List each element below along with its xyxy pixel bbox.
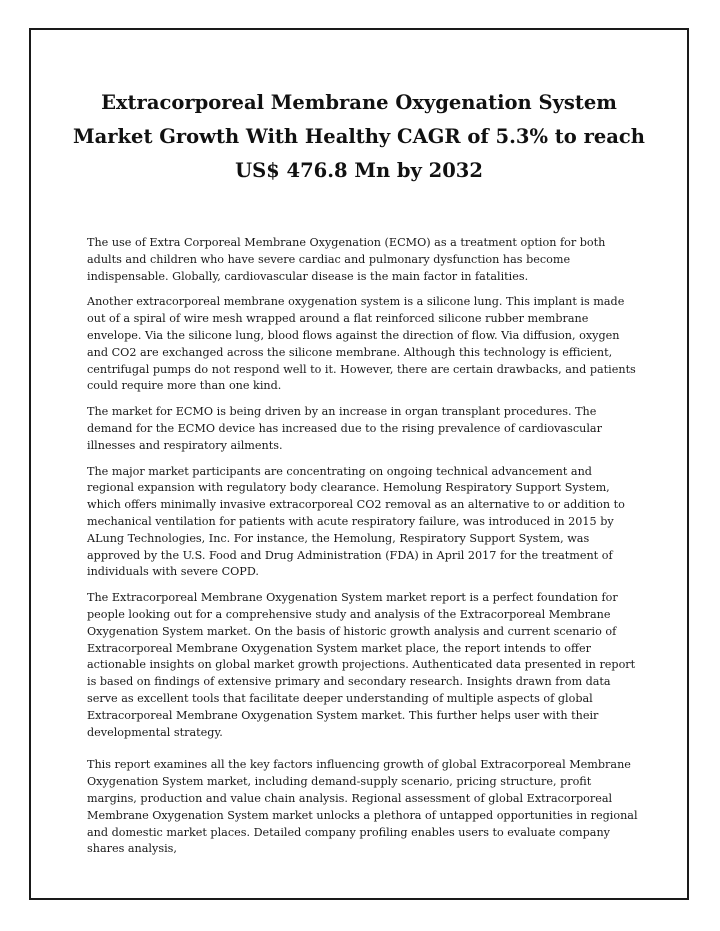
- paragraph-intro: The use of Extra Corporeal Membrane Oxygenation (ECMO) as a treatment option for both adults and children who have severe cardiac and pulmonary dysfunction has become indispensable. Globally, cardiovascular disease is the main factor in fatalities.: [87, 236, 606, 283]
- document-page: [29, 28, 689, 900]
- paragraph-silicone-lung: Another extracorporeal membrane oxygenation system is a silicone lung. This implant is made out of a spiral of wire mesh wrapped around a flat reinforced silicone rubber membrane envelope. Via the silicone lung, blood flows against the direction of flow. Via diffusion, oxygen and CO2 are exchanged across the silicone membrane. Although this technology is efficient, centrifugal pumps do not respond well to it. However, there are certain drawbacks, and patients could require more than one kind.: [87, 295, 636, 393]
- document-title: Extracorporeal Membrane Oxygenation System Market Growth With Healthy CAGR of 5.3% to reach US$ 476.8 Mn by 2032: [73, 91, 645, 182]
- paragraph-market-participants: The major market participants are concentrating on ongoing technical advancement and regional expansion with regulatory body clearance. Hemolung Respiratory Support System, which offers minimally invasive extracorporeal CO2 removal as an alternative to or addition to mechanical ventilation for patients with acute respiratory failure, was introduced in 2015 by ALung Technologies, Inc. For instance, the Hemolung, Respiratory Support System, was approved by the U.S. Food and Drug Administration (FDA) in April 2017 for the treatment of individuals with severe COPD.: [87, 464, 625, 579]
- paragraph-key-factors: This report examines all the key factors influencing growth of global Extracorporeal Membrane Oxygenation System market, including demand-supply scenario, pricing structure, profit margins, production and value chain analysis. Regional assessment of global Extracorporeal Membrane Oxygenation System market unlocks a plethora of untapped opportunities in regional and domestic market places. Detailed company profiling enables users to evaluate company shares analysis,: [87, 758, 638, 856]
- paragraph-report-overview: The Extracorporeal Membrane Oxygenation System market report is a perfect foundation for people looking out for a comprehensive study and analysis of the Extracorporeal Membrane Oxygenation System market. On the basis of historic growth analysis and current scenario of Extracorporeal Membrane Oxygenation System market place, the report intends to offer actionable insights on global market growth projections. Authenticated data presented in report is based on findings of extensive primary and secondary research. Insights drawn from data serve as excellent tools that facilitate deeper understanding of multiple aspects of global Extracorporeal Membrane Oxygenation System market. This further helps user with their developmental strategy.: [87, 591, 636, 739]
- paragraph-market-drivers: The market for ECMO is being driven by an increase in organ transplant procedures. The demand for the ECMO device has increased due to the rising prevalence of cardiovascular illnesses and respiratory ailments.: [87, 405, 602, 452]
- document-body: [87, 235, 639, 867]
